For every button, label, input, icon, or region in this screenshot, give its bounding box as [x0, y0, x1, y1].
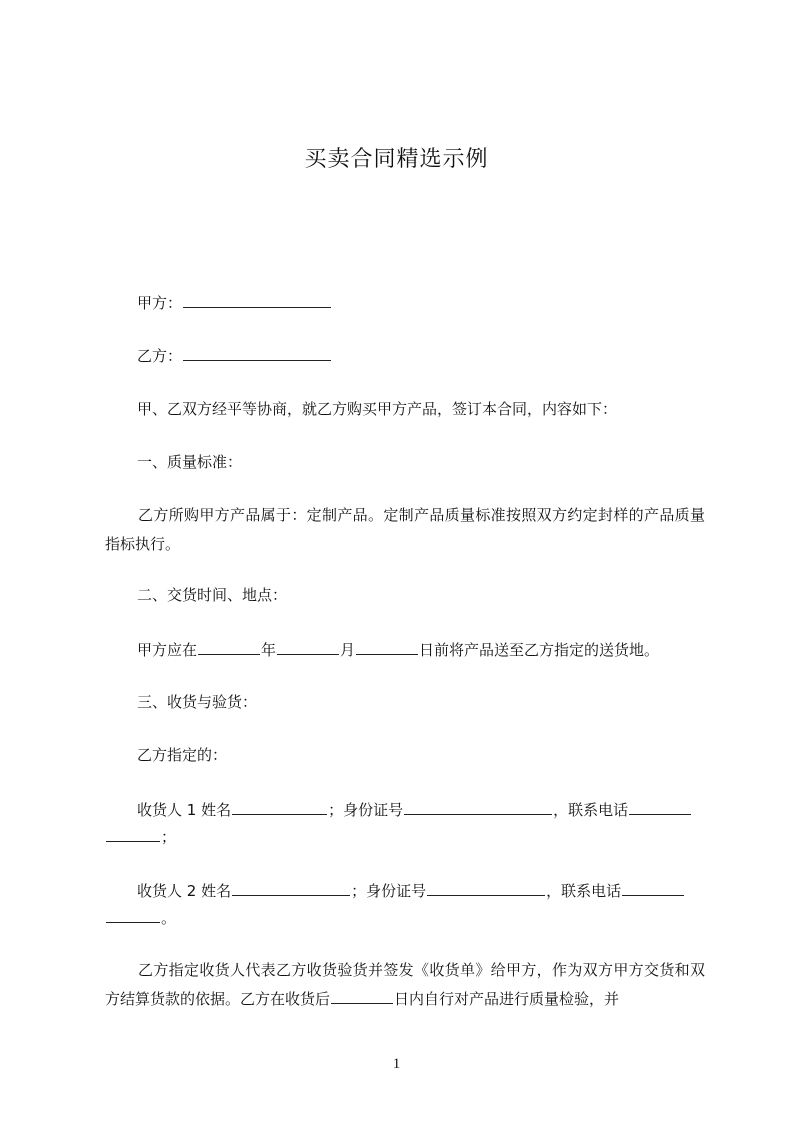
party-b-line [137, 345, 332, 366]
receiver2-phone-label: ，联系电话 [546, 882, 622, 900]
section3-text-b: 日内自行对产品进行质量检验，并 [394, 990, 620, 1008]
section3-text [105, 956, 705, 1014]
document-title: 买卖合同精选示例 [304, 147, 489, 172]
section1-heading: 一、质量标准： [137, 453, 243, 471]
receiver2-phone-blank [622, 880, 684, 896]
section3-text-a: 乙方指定收货人代表乙方收货验货并签发《收货单》给甲方，作为双方甲方交货和双方结算货款的依据。乙方在收货后 [105, 961, 705, 1008]
receiver1-phone-label: ，联系电话 [553, 801, 629, 819]
month-blank [277, 639, 339, 655]
receiver1-end: ； [161, 828, 177, 846]
receiver2-name-label: 收货人 2 姓名 [137, 882, 232, 900]
receiver1-line [137, 799, 692, 820]
receiver1-continuation [105, 826, 176, 847]
receiver1-phone-blank-cont [106, 826, 160, 842]
receiver1-id-blank [404, 799, 552, 815]
receiver1-id-label: ；身份证号 [328, 801, 404, 819]
receiver2-phone-blank-cont [106, 907, 160, 923]
receiver2-name-blank [232, 880, 350, 896]
delivery-suffix: 日前将产品送至乙方指定的送货地。 [419, 641, 660, 659]
receiver2-continuation [105, 907, 176, 928]
month-label: 月 [340, 641, 356, 659]
section3-heading: 三、收货与验货： [137, 693, 258, 711]
receiver2-id-blank [427, 880, 545, 896]
party-a-line [137, 292, 332, 313]
receiver2-line [137, 880, 685, 901]
receiver2-end: 。 [161, 909, 177, 927]
page-number: 1 [392, 1056, 401, 1072]
party-a-blank [183, 292, 331, 308]
party-b-label: 乙方： [137, 347, 183, 365]
year-blank [198, 639, 260, 655]
delivery-prefix: 甲方应在 [137, 641, 198, 659]
receiver1-phone-blank [629, 799, 691, 815]
year-label: 年 [261, 641, 277, 659]
intro-text: 甲、乙双方经平等协商，就乙方购买甲方产品，签订本合同，内容如下： [137, 400, 618, 418]
designated-label: 乙方指定的： [137, 746, 228, 764]
day-blank [356, 639, 418, 655]
delivery-line [137, 639, 659, 660]
party-b-blank [183, 345, 331, 361]
receiver1-name-label: 收货人 1 姓名 [137, 801, 232, 819]
receiver2-id-label: ；身份证号 [351, 882, 427, 900]
party-a-label: 甲方： [137, 294, 183, 312]
section1-text: 乙方所购甲方产品属于：定制产品。定制产品质量标准按照双方约定封样的产品质量指标执行。 [105, 506, 705, 553]
receiver1-name-blank [232, 799, 327, 815]
inspection-days-blank [331, 988, 393, 1004]
section2-heading: 二、交货时间、地点： [137, 586, 288, 604]
